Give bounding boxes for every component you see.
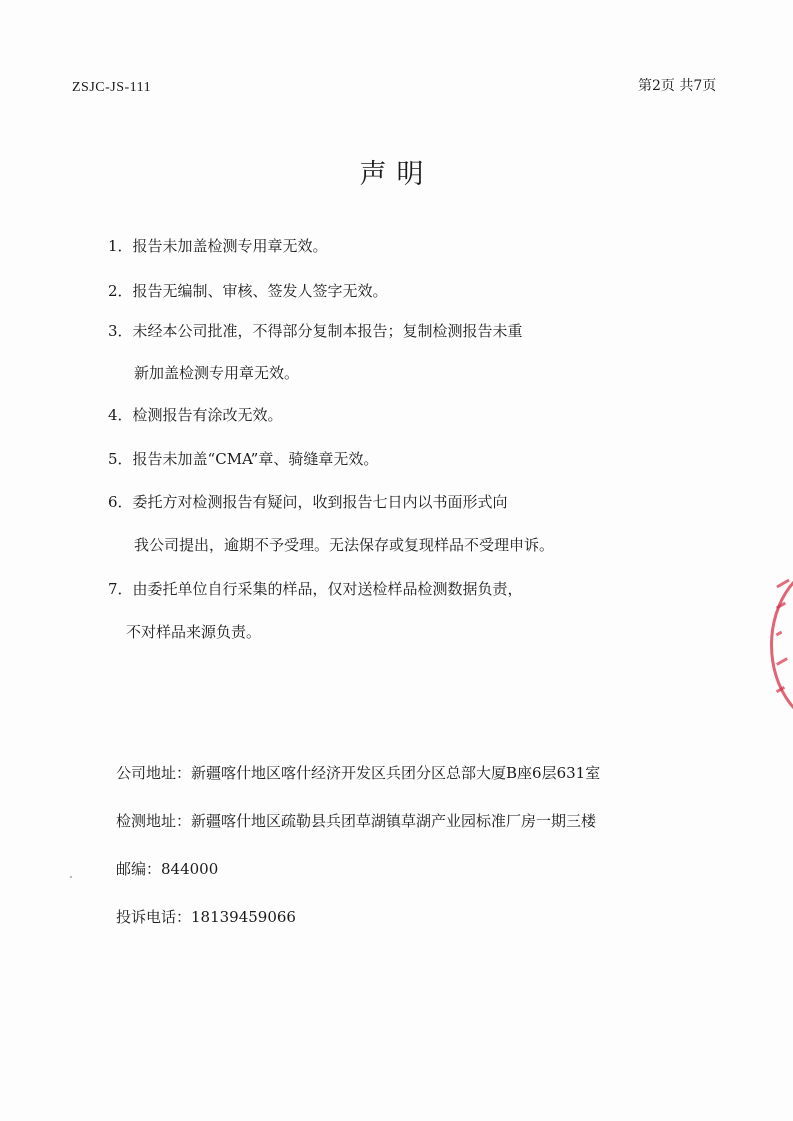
statement-item-3: 3．未经本公司批准，不得部分复制本报告；复制检测报告未重 — [108, 322, 523, 340]
postcode: 邮编：844000 — [116, 860, 219, 878]
lab-address: 检测地址：新疆喀什地区疏勒县兵团草湖镇草湖产业园标准厂房一期三楼 — [116, 812, 597, 830]
statement-item-3-continued: 新加盖检测专用章无效。 — [134, 364, 300, 382]
company-address: 公司地址：新疆喀什地区喀什经济开发区兵团分区总部大厦B座6层631室 — [116, 764, 601, 782]
complaint-phone: 投诉电话：18139459066 — [116, 908, 296, 926]
statement-item-2: 2．报告无编制、审核、签发人签字无效。 — [108, 282, 388, 300]
statement-item-7-continued: 不对样品来源负责。 — [126, 623, 262, 641]
statement-item-5: 5．报告未加盖“CMA”章、骑缝章无效。 — [108, 450, 379, 468]
scan-speck — [70, 876, 72, 878]
statement-item-4: 4．检测报告有涂改无效。 — [108, 406, 283, 424]
statement-item-1: 1．报告未加盖检测专用章无效。 — [108, 237, 328, 255]
document-code: ZSJC-JS-111 — [72, 80, 152, 95]
statement-item-6: 6．委托方对检测报告有疑问，收到报告七日内以书面形式向 — [108, 493, 508, 511]
statement-item-6-continued: 我公司提出，逾期不予受理。无法保存或复现样品不受理申诉。 — [134, 536, 555, 554]
page-number: 第2页 共7页 — [638, 78, 717, 94]
page-title: 声明 — [359, 159, 434, 190]
statement-item-7: 7．由委托单位自行采集的样品，仅对送检样品检测数据负责， — [108, 580, 523, 598]
seam-stamp-fragment — [762, 562, 793, 722]
